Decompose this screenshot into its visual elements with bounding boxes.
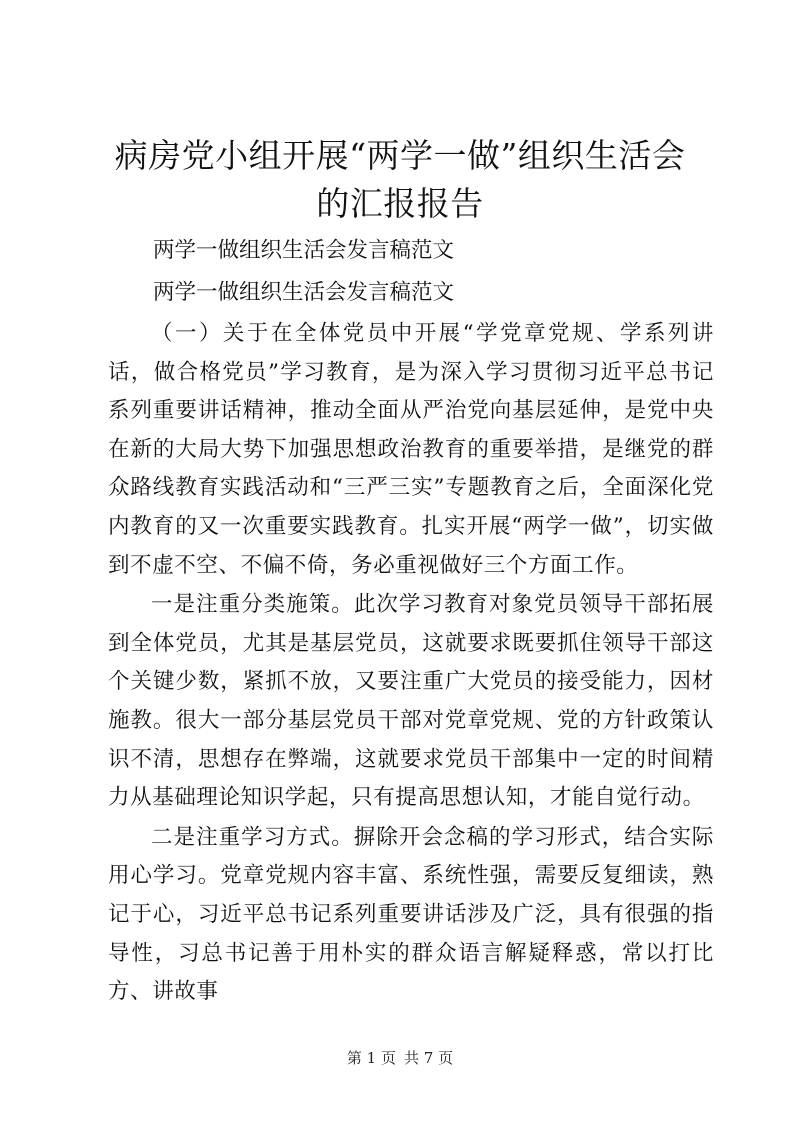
- subtitle-line: 两学一做组织生活会发言稿范文: [153, 238, 455, 263]
- document-body: [108, 230, 714, 1012]
- subtitle-line: 两学一做组织生活会发言稿范文: [153, 280, 455, 305]
- body-paragraph: 二是注重学习方式。摒除开会念稿的学习形式，结合实际用心学习。党章党规内容丰富、系统性强，需要反复细读，熟记于心，习近平总书记系列重要讲话涉及广泛，具有很强的指导性，习总书记善于用朴实的群众语言解疑释惑，常以打比方、讲故事: [108, 824, 714, 1005]
- page-number: 第 1 页: [346, 1049, 396, 1067]
- page-footer: [0, 1048, 800, 1068]
- body-paragraph: 一是注重分类施策。此次学习教育对象党员领导干部拓展到全体党员，尤其是基层党员，这就要求既要抓住领导干部这个关键少数，紧抓不放，又要注重广大党员的接受能力，因材施教。很大一部分基层党员干部对党章党规、党的方针政策认识不清，思想存在弊端，这就要求党员干部集中一定的时间精力从基础理论知识学起，只有提高思想认知，才能自觉行动。: [108, 592, 714, 811]
- page-total: 共 7 页: [404, 1049, 454, 1067]
- document-title: 病房党小组开展“两学一做”组织生活会的汇报报告: [114, 136, 686, 223]
- body-paragraph: （一）关于在全体党员中开展“学党章党规、学系列讲话，做合格党员”学习教育，是为深入学习贯彻习近平总书记系列重要讲话精神，推动全面从严治党向基层延伸，是党中央在新的大局大势下加强思想政治教育的重要举措，是继党的群众路线教育实践活动和“三严三实”专题教育之后，全面深化党内教育的又一次重要实践教育。扎实开展“两学一做”，切实做到不虚不空、不偏不倚，务必重视做好三个方面工作。: [108, 321, 714, 578]
